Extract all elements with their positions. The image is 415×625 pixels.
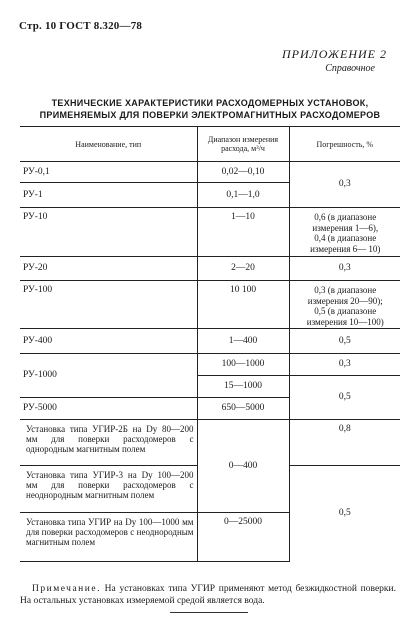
row-error: 0,5 [289, 329, 400, 354]
row-range: 0—400 [197, 420, 289, 513]
document-title [20, 97, 400, 121]
appendix-subtitle: Справочное [325, 63, 375, 74]
table-row [20, 257, 400, 281]
row-range: 1—400 [197, 329, 289, 354]
divider-rule [170, 612, 248, 613]
table-row [20, 208, 400, 257]
row-range: 0—25000 [197, 513, 289, 562]
row-name: РУ-1 [20, 183, 197, 208]
row-error-line: 0,4 (в диапазоне измерения 6— 10) [310, 233, 381, 254]
row-error-merged: 0,3 [338, 179, 351, 189]
specifications-table [20, 126, 400, 562]
row-range: 0,1—1,0 [197, 183, 289, 208]
row-range: 10 100 [197, 281, 289, 329]
row-name: РУ-0,1 [23, 166, 50, 177]
row-error-merged: 0,5 [289, 376, 400, 420]
row-error-line: 0,6 (в диапазоне измерения 1—6), [312, 212, 379, 233]
row-error-line: 0,3 (в диапазоне измерения 20—90); [307, 285, 383, 306]
table-header-row [20, 127, 400, 162]
row-name: РУ-1000 [20, 354, 197, 398]
row-range: 100—1000 [197, 354, 289, 376]
row-error-line: 0,5 (в диапазоне измерения 10—100) [306, 306, 384, 327]
row-error: 0,3 [289, 354, 400, 376]
note-text: На установках типа УГИР применяют метод безжидкостной поверки. На остальных установках измеряемой средой является вода. [20, 584, 396, 606]
table-row [20, 162, 400, 183]
row-range: 15—1000 [197, 376, 289, 398]
row-error [289, 281, 400, 329]
row-error-merged: 0,5 [289, 466, 400, 562]
table-note [20, 583, 396, 607]
page-header: Стр. 10 ГОСТ 8.320—78 [19, 20, 143, 32]
row-name: Установка типа УГИР на Dу 100—1000 мм для поверки расходомеров с неоднородным магнитным полем [20, 513, 197, 562]
row-error: 0,8 [289, 420, 400, 466]
row-range: 1—10 [197, 208, 289, 257]
row-name: Установка типа УГИР-2Б на Dу 80—200 мм для поверки расходомеров с однородным магнитным полем [20, 420, 197, 466]
column-header-range: Диапазон измерения расхода, м³/ч [197, 127, 289, 162]
row-range: 2—20 [197, 257, 289, 281]
table-row [20, 281, 400, 329]
row-name: РУ-10 [20, 208, 197, 257]
row-name: РУ-20 [20, 257, 197, 281]
row-range: 650—5000 [197, 398, 289, 420]
column-header-error: Погрешность, % [289, 127, 400, 162]
document-title-line-1: ТЕХНИЧЕСКИЕ ХАРАКТЕРИСТИКИ РАСХОДОМЕРНЫХ УСТАНОВОК, [51, 98, 369, 108]
row-range: 0,02—0,10 [197, 162, 289, 183]
row-error: 0,3 [289, 257, 400, 281]
row-name: РУ-5000 [20, 398, 197, 420]
row-name: РУ-400 [20, 329, 197, 354]
table-row [20, 329, 400, 354]
note-label: Примечание. [32, 584, 101, 594]
row-name: РУ-100 [20, 281, 197, 329]
document-title-line-2: ПРИМЕНЯЕМЫХ ДЛЯ ПОВЕРКИ ЭЛЕКТРОМАГНИТНЫХ РАСХОДОМЕРОВ [39, 110, 381, 120]
row-error [289, 208, 400, 257]
table-row [20, 420, 400, 466]
column-header-name: Наименование, тип [20, 127, 197, 162]
appendix-title: ПРИЛОЖЕНИЕ 2 [282, 47, 387, 61]
row-name: Установка типа УГИР-3 на Dу 100—200 мм для поверки расходомеров с неоднородным магнитным полем [20, 466, 197, 513]
table-row [20, 354, 400, 376]
